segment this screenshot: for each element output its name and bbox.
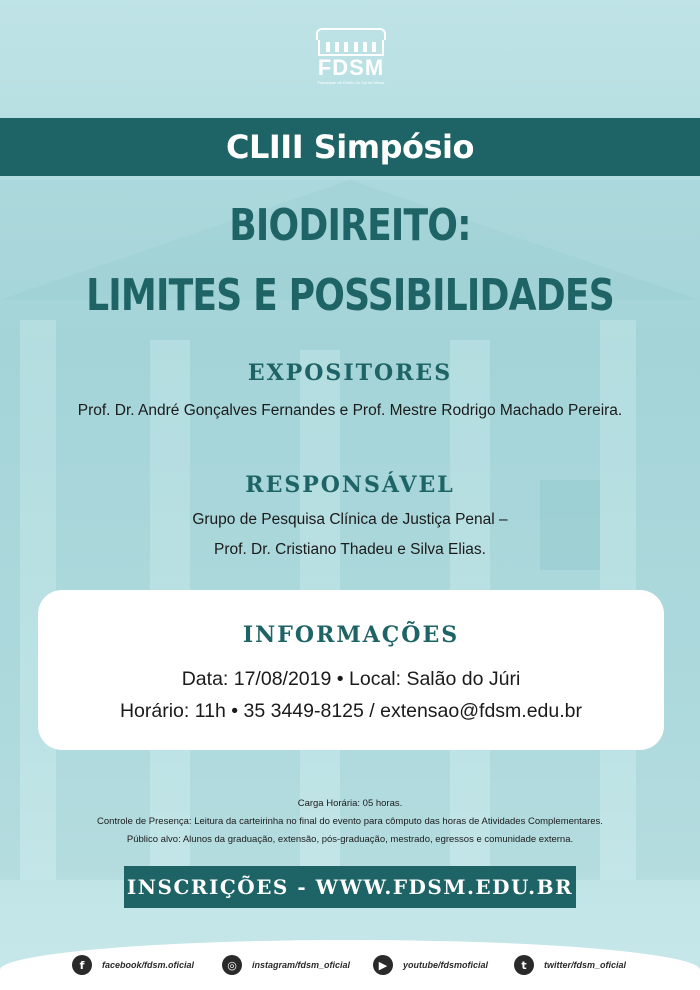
social-twitter[interactable]: [514, 955, 626, 975]
social-instagram[interactable]: [222, 955, 350, 975]
social-facebook[interactable]: [72, 955, 194, 975]
facebook-icon: f: [72, 955, 92, 975]
social-label: youtube/fdsmoficial: [403, 960, 489, 970]
responsavel-line-1: Grupo de Pesquisa Clínica de Justiça Penal –: [192, 511, 508, 528]
event-series: CLIII Simpósio: [226, 128, 474, 166]
title-line-2: LIMITES E POSSIBILIDADES: [86, 270, 614, 321]
twitter-icon: t: [514, 955, 534, 975]
social-label: twitter/fdsm_oficial: [544, 960, 627, 970]
info-card: [38, 590, 664, 750]
logo-subtitle: Faculdade de Direito do Sul de Minas: [317, 80, 385, 85]
publico-alvo: Público alvo: Alunos da graduação, extensão, pós-graduação, mestrado, egressos e comunidade externa.: [126, 834, 574, 845]
instagram-icon: ◎: [222, 955, 242, 975]
responsavel-line-2: Prof. Dr. Cristiano Thadeu e Silva Elias.: [214, 541, 486, 558]
youtube-icon: ▶: [373, 955, 393, 975]
social-label: instagram/fdsm_oficial: [252, 960, 351, 970]
informacoes-line-1: Data: 17/08/2019 • Local: Salão do Júri: [181, 668, 521, 690]
responsavel-heading: RESPONSÁVEL: [245, 472, 455, 498]
inscricoes-text: INSCRIÇÕES - WWW.FDSM.EDU.BR: [126, 875, 574, 899]
expositores-text: Prof. Dr. André Gonçalves Fernandes e Prof. Mestre Rodrigo Machado Pereira.: [77, 402, 623, 419]
informacoes-line-2: Horário: 11h • 35 3449-8125 / extensao@fdsm.edu.br: [119, 700, 583, 722]
social-label: facebook/fdsm.oficial: [102, 960, 195, 970]
informacoes-heading: INFORMAÇÕES: [242, 622, 460, 648]
expositores-heading: EXPOSITORES: [247, 360, 453, 386]
controle-presenca: Controle de Presença: Leitura da carteirinha no final do evento para cômputo das horas de Atividades Complementares.: [97, 816, 603, 827]
social-youtube[interactable]: [373, 955, 488, 975]
logo-text: FDSM: [317, 55, 385, 80]
fdsm-logo: [315, 28, 387, 92]
inscricoes-banner[interactable]: [124, 866, 576, 908]
event-series-band: [0, 118, 700, 176]
title-line-1: BIODIREITO:: [229, 200, 471, 251]
carga-horaria: Carga Horária: 05 horas.: [297, 798, 403, 809]
